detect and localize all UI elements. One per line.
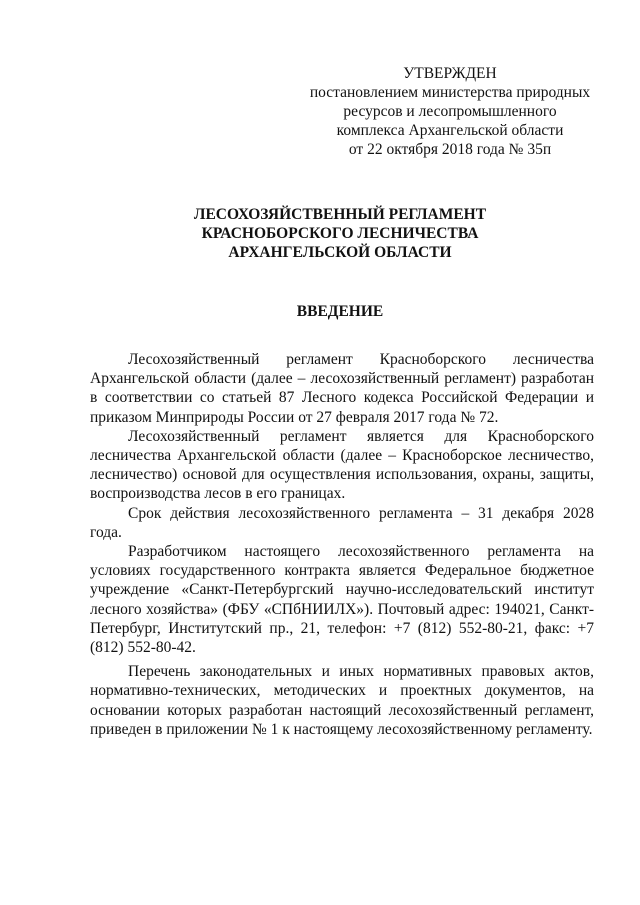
paragraph: Лесохозяйственный регламент является для Красноборского лесничества Архангельской области (далее – Красноборское лесничество, лесничество) основой для осуществления использования, охраны, защиты, воспроизводства лесов в его границах. [90, 427, 594, 503]
document-title [90, 205, 590, 262]
approval-heading: УТВЕРЖДЕН [403, 65, 497, 82]
title-line: АРХАНГЕЛЬСКОЙ ОБЛАСТИ [228, 244, 452, 261]
title-line: КРАСНОБОРСКОГО ЛЕСНИЧЕСТВА [201, 225, 479, 242]
approval-stamp [300, 64, 600, 159]
title-line: ЛЕСОХОЗЯЙСТВЕННЫЙ РЕГЛАМЕНТ [193, 206, 487, 223]
approval-date: от 22 октября 2018 года № 35п [348, 141, 552, 158]
paragraph: Разработчиком настоящего лесохозяйственного регламента на условиях государственного контракта является Федеральное бюджетное учреждение «Санкт-Петербургский научно-исследовательский институт лесного хозяйства» (ФБУ «СПбНИИЛХ»). Почтовый адрес: 194021, Санкт-Петербург, Институтский пр., 21, телефон: +7 (812) 552-80-21, факс: +7 (812) 552-80-42. [90, 543, 594, 657]
approval-line: постановлением министерства природных [309, 84, 591, 101]
approval-line: ресурсов и лесопромышленного [343, 103, 557, 120]
paragraph: Перечень законодательных и иных нормативных правовых актов, нормативно-технических, методических и проектных документов, на основании которых разработан настоящий лесохозяйственный регламент, приведен в приложении № 1 к настоящему лесохозяйственному регламенту. [90, 663, 594, 738]
section-heading: ВВЕДЕНИЕ [296, 303, 384, 320]
paragraph: Лесохозяйственный регламент Красноборского лесничества Архангельской области (далее – лесохозяйственный регламент) разработан в соответствии со статьей 87 Лесного кодекса Российской Федерации и приказом Минприроды России от 27 февраля 2017 года № 72. [90, 351, 594, 426]
body-text [90, 350, 594, 739]
approval-line: комплекса Архангельской области [336, 122, 564, 139]
paragraph: Срок действия лесохозяйственного регламента – 31 декабря 2028 года. [90, 504, 594, 541]
